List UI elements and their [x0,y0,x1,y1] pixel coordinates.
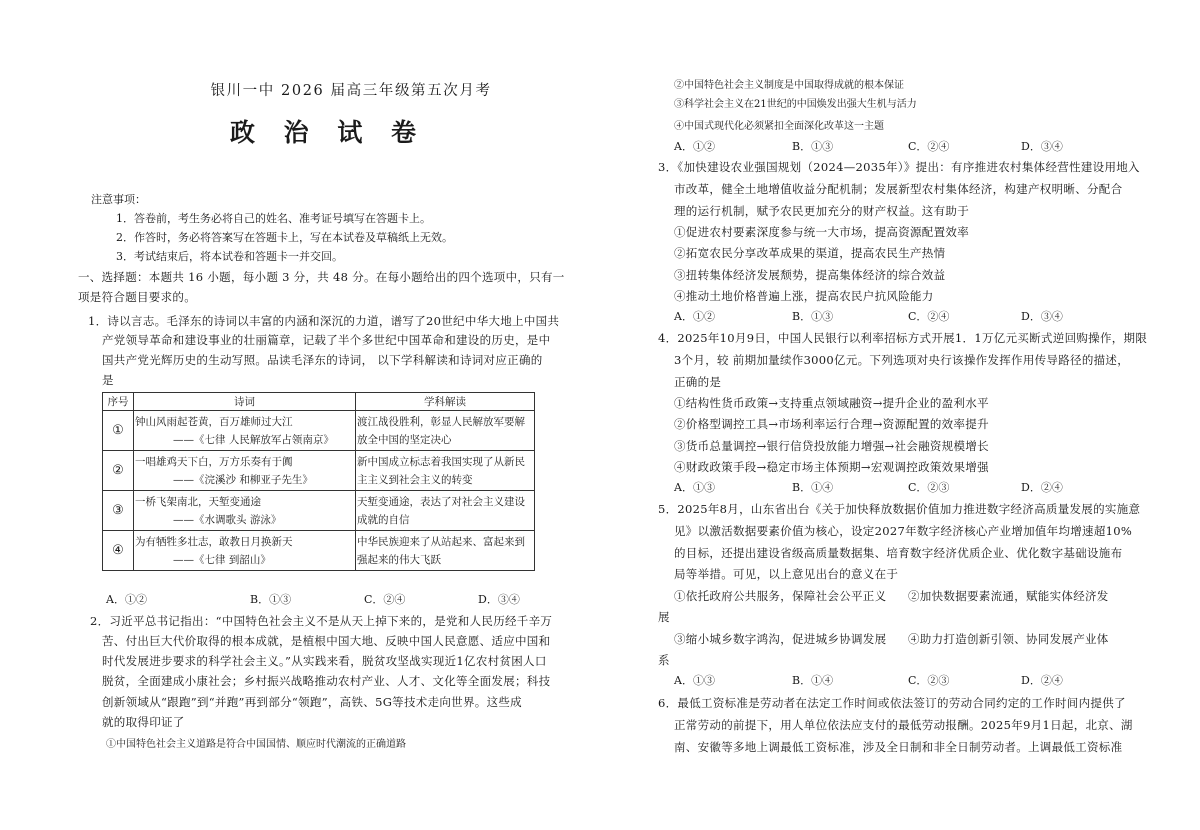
col-header-index: 序号 [103,393,134,411]
q5-option-c: C．②③ [908,674,950,687]
table-row [103,451,535,491]
question-2-text: 脱贫，全面建成小康社会；乡村振兴战略推动农村产业、人才、文化等全面发展；科技 [102,674,551,688]
table-row [103,411,535,451]
question-6-text: 南、安徽等多地上调最低工资标准，涉及全日制和非全日制劳动者。上调最低工资标准 [674,740,1123,754]
poem-line: 一桥飞架南北，天堑变通途 [135,495,261,508]
note-item: 1．答卷前，考生务必将自己的姓名、准考证号填写在答题卡上。 [116,212,431,225]
section-intro: 项是符合题目要求的。 [78,290,196,304]
poem-source: ——《水调歌头 游泳》 [173,513,282,526]
interpretation-cell: 新中国成立标志着我国实现了从新民主主义到社会主义的转变 [356,451,535,491]
q5-option-b: B．①④ [792,674,834,687]
q5-item-4-wrap: 系 [658,653,670,667]
question-1-text: 国共产党光辉历史的生动写照。品读毛泽东的诗词， 以下学科解读和诗词对应正确的 [102,353,543,367]
poem-table [102,392,535,571]
q4-item-4: ④财政政策手段→稳定市场主体预期→宏观调控政策效果增强 [674,460,989,474]
q5-item-2-wrap: 展 [658,610,670,624]
poem-cell [134,451,356,491]
q5-item-2: ②加快数据要素流通，赋能实体经济发 [908,589,1109,603]
poem-cell [134,491,356,531]
question-2-text: 创新领域从“跟跑”到“并跑”再到部分“领跑”，高铁、5G等技术走向世界。这些成 [102,695,522,709]
poem-source: ——《浣溪沙 和柳亚子先生》 [173,473,313,486]
row-index: ④ [103,531,134,571]
q2-item-4: ④中国式现代化必须紧扣全面深化改革这一主题 [674,121,884,132]
q3-option-a: A．①② [674,310,715,323]
q3-option-c: C．②④ [908,310,950,323]
interpretation-cell: 中华民族迎来了从站起来、富起来到强起来的伟大飞跃 [356,531,535,571]
q2-option-b: B．①③ [792,140,834,153]
q4-item-1: ①结构性货币政策→支持重点领域融资→提升企业的盈利水平 [674,396,989,410]
poem-line: 为有牺牲多壮志，敢教日月换新天 [135,535,293,548]
q5-item-3: ③缩小城乡数字鸿沟，促进城乡协调发展 [674,632,887,646]
q4-item-2: ②价格型调控工具→市场利率运行合理→资源配置的效率提升 [674,417,989,431]
q1-option-c: C．②④ [364,593,406,606]
question-3-text: 3．《加快建设农业强国规划（2024—2035年）》提出：有序推进农村集体经营性建设用地入 [658,160,1140,174]
q5-option-d: D．②④ [1021,674,1063,687]
q1-option-b: B．①③ [250,593,292,606]
col-header-interpretation: 学科解读 [356,393,535,411]
q3-item-1: ①促进农村要素深度参与统一大市场，提高资源配置效率 [674,225,969,239]
question-6-text: 正常劳动的前提下，用人单位依法应支付的最低劳动报酬。2025年9月1日起，北京、湖 [674,718,1133,732]
table-header-row [103,393,535,411]
row-index: ② [103,451,134,491]
q2-option-c: C．②④ [908,140,950,153]
q4-item-3: ③货币总量调控→银行信贷投放能力增强→社会融资规模增长 [674,439,989,453]
question-2-text: 苦、付出巨大代价取得的根本成就，是植根中国大地、反映中国人民意愿、适应中国和 [102,634,551,648]
q3-item-4: ④推动土地价格普遍上涨，提高农民户抗风险能力 [674,289,934,303]
q1-option-d: D．③④ [478,593,520,606]
interpretation-cell: 天堑变通途，表达了对社会主义建设成就的自信 [356,491,535,531]
question-3-text: 理的运行机制，赋予农民更加充分的财产权益。这有助于 [674,204,969,218]
q2-item-2: ②中国特色社会主义制度是中国取得成就的根本保证 [674,80,904,91]
poem-line: 钟山风雨起苍黄，百万雄师过大江 [135,415,293,428]
question-5-text: 见》以激活数据要素价值为核心，设定2027年数字经济核心产业增加值年均增速超10% [674,524,1133,538]
question-5-text: 的目标，还提出建设省级高质量数据集、培育数字经济优质企业、优化数字基础设施布 [674,546,1123,560]
col-header-poem: 诗词 [134,393,356,411]
poem-line: 一唱雄鸡天下白，万方乐奏有于阗 [135,455,293,468]
q4-option-c: C．②③ [908,481,950,494]
q3-option-d: D．③④ [1021,310,1063,323]
question-2-text: 时代发展进步要求的科学社会主义。”从实践来看，脱贫攻坚战实现近1亿农村贫困人口 [102,654,547,668]
question-4-text: 3个月，较 前期加量续作3000亿元。下列选项对央行该操作发挥作用传导路径的描述， [674,353,1130,367]
note-item: 2．作答时，务必将答案写在答题卡上，写在本试卷及草稿纸上无效。 [116,231,453,244]
question-3-text: 市改革，健全土地增值收益分配机制；发展新型农村集体经济，构建产权明晰、分配合 [674,182,1123,196]
question-4-text: 正确的是 [674,375,722,389]
q3-option-b: B．①③ [792,310,834,323]
poem-cell [134,411,356,451]
section-intro: 一、选择题：本题共 16 小题，每小题 3 分，共 48 分。在每小题给出的四个选项中，只有一 [78,270,565,284]
table-row [103,531,535,571]
question-2-text: 就的取得印证了 [102,715,185,729]
q2-item-3: ③科学社会主义在21世纪的中国焕发出强大生机与活力 [674,99,917,110]
question-6-text: 6．最低工资标准是劳动者在法定工作时间或依法签订的劳动合同约定的工作时间内提供了 [658,696,1126,710]
notes-heading: 注意事项： [91,193,146,206]
row-index: ③ [103,491,134,531]
q3-item-3: ③扭转集体经济发展颓势，提高集体经济的综合效益 [674,268,946,282]
q5-item-4: ④助力打造创新引领、协同发展产业体 [908,632,1109,646]
question-5-text: 局等举措。可见，以上意见出台的意义在于 [674,567,899,581]
q1-option-a: A．①② [106,593,147,606]
q2-option-d: D．③④ [1021,140,1063,153]
question-1-text: 产党领导革命和建设事业的壮丽篇章，记载了半个多世纪中国革命和建设的历史，是中 [102,333,551,347]
poem-cell [134,531,356,571]
question-2-text: 2．习近平总书记指出：“中国特色社会主义不是从天上掉下来的，是党和人民历经千辛万 [90,614,553,628]
q2-item-1: ①中国特色社会主义道路是符合中国国情、顺应时代潮流的正确道路 [106,739,406,750]
poem-source: ——《七律 人民解放军占领南京》 [173,433,334,446]
note-item: 3．考试结束后，将本试卷和答题卡一并交回。 [116,250,343,263]
question-1-text: 是 [102,373,114,387]
row-index: ① [103,411,134,451]
q5-item-1: ①依托政府公共服务，保障社会公平正义 [674,589,887,603]
subject-title: 政 治 试 卷 [229,118,427,147]
poem-source: ——《七律 到韶山》 [173,553,271,566]
q4-option-a: A．①③ [674,481,715,494]
question-1-text: 1．诗以言志。毛泽东的诗词以丰富的内涵和深沉的力道，谱写了20世纪中华大地上中国共 [88,314,560,328]
question-4-text: 4．2025年10月9日，中国人民银行以利率招标方式开展1．1万亿元买断式逆回购操作，期限 [658,331,1148,345]
question-5-text: 5．2025年8月，山东省出台《关于加快释放数据价值加力推进数字经济高质量发展的实施意 [658,502,1141,516]
q3-item-2: ②拓宽农民分享改革成果的渠道，提高农民生产热情 [674,246,946,260]
q4-option-b: B．①④ [792,481,834,494]
q4-option-d: D．②④ [1021,481,1063,494]
exam-title: 银川一中 2026 届高三年级第五次月考 [210,83,492,99]
interpretation-cell: 渡江战役胜利，彰显人民解放军要解放全中国的坚定决心 [356,411,535,451]
q5-option-a: A．①③ [674,674,715,687]
q2-option-a: A．①② [674,140,715,153]
table-row [103,491,535,531]
